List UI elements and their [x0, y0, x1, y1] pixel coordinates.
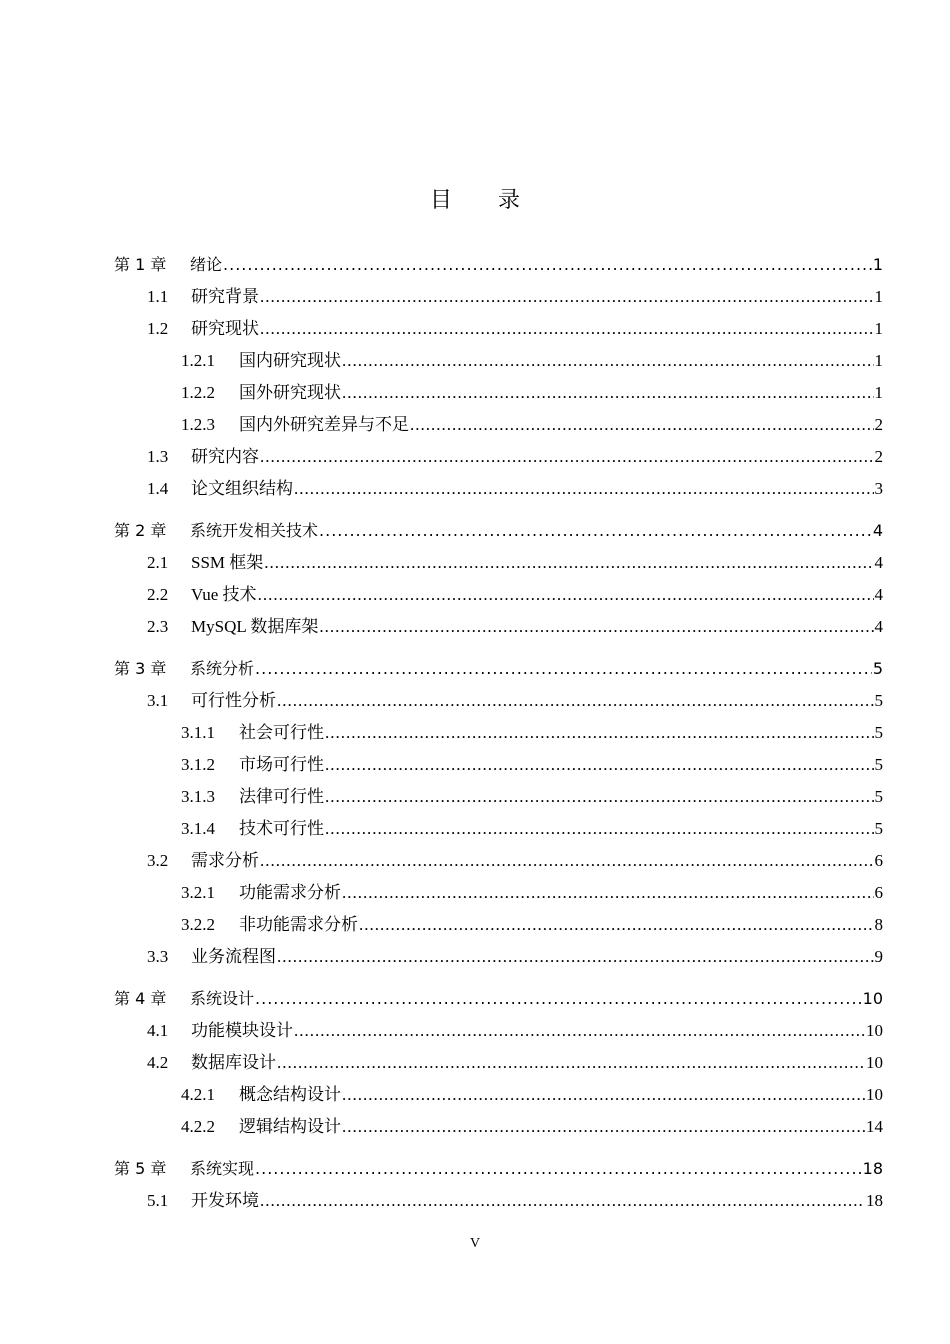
toc-subsection-entry[interactable] — [0, 749, 950, 781]
toc-entry-page-number: 4 — [872, 521, 883, 540]
toc-dot-leader — [342, 377, 874, 409]
toc-entry-line — [181, 377, 883, 409]
toc-entry-page-number: 10 — [866, 1021, 883, 1040]
toc-entry-label: 技术可行性 — [239, 819, 324, 838]
toc-subsection-entry[interactable] — [0, 909, 950, 941]
toc-section-entry[interactable] — [0, 313, 950, 345]
toc-entry-number: 1.3 — [147, 447, 169, 466]
toc-entry-line — [181, 717, 883, 749]
toc-section-entry[interactable] — [0, 281, 950, 313]
toc-entry-number: 4.2.1 — [181, 1085, 215, 1104]
toc-dot-leader — [325, 813, 874, 845]
toc-entry-number: 4.2 — [147, 1053, 169, 1072]
toc-entry-label: SSM 框架 — [191, 553, 264, 572]
toc-entry-number: 2.3 — [147, 617, 169, 636]
toc-entry-line — [181, 1079, 883, 1111]
toc-entry-number: 1.4 — [147, 479, 169, 498]
toc-entry-page-number: 5 — [874, 755, 883, 774]
toc-entry-line — [147, 845, 883, 877]
toc-subsection-entry[interactable] — [0, 1079, 950, 1111]
toc-entry-page-number: 10 — [862, 989, 883, 1008]
toc-chapter-entry[interactable] — [0, 653, 950, 685]
toc-entry-page-number: 5 — [874, 691, 883, 710]
toc-dot-leader — [342, 877, 874, 909]
toc-entry-label: 国内研究现状 — [239, 351, 341, 370]
toc-subsection-entry[interactable] — [0, 877, 950, 909]
toc-entry-number: 3.1.3 — [181, 787, 215, 806]
toc-dot-leader — [260, 281, 874, 313]
toc-entry-page-number: 18 — [866, 1191, 883, 1210]
toc-entry-number: 1.2.2 — [181, 383, 215, 402]
toc-entry-line — [181, 877, 883, 909]
toc-entry-label: 绪论 — [190, 255, 223, 274]
toc-entry-label: 需求分析 — [191, 851, 259, 870]
toc-entry-line — [147, 281, 883, 313]
toc-entry-label: 开发环境 — [191, 1191, 259, 1210]
toc-entry-page-number: 3 — [874, 479, 883, 498]
toc-entry-line — [181, 813, 883, 845]
toc-dot-leader — [342, 345, 874, 377]
toc-entry-label: 论文组织结构 — [191, 479, 293, 498]
toc-dot-leader — [260, 845, 874, 877]
toc-entry-number: 第 2 章 — [114, 521, 167, 540]
toc-dot-leader — [223, 249, 872, 281]
toc-entry-label: 系统实现 — [190, 1159, 255, 1178]
toc-entry-line — [181, 781, 883, 813]
toc-chapter-entry[interactable] — [0, 983, 950, 1015]
toc-section-entry[interactable] — [0, 685, 950, 717]
toc-entry-page-number: 5 — [874, 819, 883, 838]
toc-subsection-entry[interactable] — [0, 377, 950, 409]
toc-entry-page-number: 8 — [874, 915, 883, 934]
toc-entry-line — [114, 983, 883, 1015]
toc-entry-number: 3.3 — [147, 947, 169, 966]
toc-entry-page-number: 5 — [874, 723, 883, 742]
toc-entry-line — [147, 313, 883, 345]
toc-entry-page-number: 1 — [874, 319, 883, 338]
toc-entry-line — [147, 611, 883, 643]
toc-entry-page-number: 5 — [872, 659, 883, 678]
toc-entry-number: 3.1.2 — [181, 755, 215, 774]
toc-entry-line — [181, 345, 883, 377]
toc-entry-page-number: 5 — [874, 787, 883, 806]
toc-dot-leader — [277, 685, 874, 717]
toc-dot-leader — [319, 611, 873, 643]
toc-subsection-entry[interactable] — [0, 1111, 950, 1143]
toc-dot-leader — [342, 1111, 865, 1143]
toc-entry-page-number: 2 — [874, 447, 883, 466]
toc-section-entry[interactable] — [0, 579, 950, 611]
toc-dot-leader — [260, 441, 874, 473]
toc-entry-label: 法律可行性 — [239, 787, 324, 806]
toc-entry-line — [181, 909, 883, 941]
toc-entry-label: 可行性分析 — [191, 691, 276, 710]
toc-entry-number: 5.1 — [147, 1191, 169, 1210]
toc-dot-leader — [342, 1079, 865, 1111]
toc-entry-number: 3.1.4 — [181, 819, 215, 838]
toc-entry-line — [147, 1047, 883, 1079]
toc-entry-line — [147, 473, 883, 505]
toc-entry-label: MySQL 数据库架 — [191, 617, 319, 636]
toc-entry-line — [114, 249, 883, 281]
toc-subsection-entry[interactable] — [0, 813, 950, 845]
toc-entry-number: 3.2.1 — [181, 883, 215, 902]
toc-entry-label: 数据库设计 — [191, 1053, 276, 1072]
toc-section-entry[interactable] — [0, 1185, 950, 1217]
toc-dot-leader — [260, 313, 874, 345]
toc-entry-page-number: 4 — [874, 553, 883, 572]
toc-subsection-entry[interactable] — [0, 345, 950, 377]
toc-subsection-entry[interactable] — [0, 717, 950, 749]
toc-entry-label: 研究背景 — [191, 287, 259, 306]
toc-dot-leader — [255, 983, 862, 1015]
toc-entry-page-number: 14 — [866, 1117, 883, 1136]
toc-dot-leader — [325, 749, 874, 781]
toc-entry-number: 2.2 — [147, 585, 169, 604]
toc-entry-page-number: 2 — [874, 415, 883, 434]
toc-dot-leader — [410, 409, 874, 441]
toc-entry-number: 1.2 — [147, 319, 169, 338]
toc-entry-number: 3.2.2 — [181, 915, 215, 934]
toc-entry-label: Vue 技术 — [191, 585, 257, 604]
toc-title — [0, 183, 950, 214]
toc-entry-page-number: 1 — [874, 351, 883, 370]
toc-dot-leader — [255, 653, 872, 685]
toc-entry-page-number: 1 — [874, 287, 883, 306]
toc-entry-line — [147, 441, 883, 473]
toc-entry-page-number: 1 — [872, 255, 883, 274]
toc-dot-leader — [325, 781, 874, 813]
toc-entry-page-number: 6 — [874, 883, 883, 902]
toc-entry-number: 4.2.2 — [181, 1117, 215, 1136]
toc-entry-label: 研究现状 — [191, 319, 259, 338]
toc-entry-label: 市场可行性 — [239, 755, 324, 774]
page-number-footer: V — [469, 1236, 481, 1251]
toc-section-entry[interactable] — [0, 1015, 950, 1047]
toc-entry-line — [114, 515, 883, 547]
toc-dot-leader — [319, 515, 872, 547]
toc-entry-page-number: 9 — [874, 947, 883, 966]
toc-chapter-entry[interactable] — [0, 249, 950, 281]
toc-entry-number: 1.2.1 — [181, 351, 215, 370]
toc-dot-leader — [258, 579, 874, 611]
toc-entry-page-number: 4 — [874, 617, 883, 636]
toc-entry-label: 研究内容 — [191, 447, 259, 466]
toc-entry-page-number: 10 — [866, 1085, 883, 1104]
toc-dot-leader — [294, 1015, 865, 1047]
toc-entry-page-number: 6 — [874, 851, 883, 870]
toc-entry-label: 业务流程图 — [191, 947, 276, 966]
toc-entry-number: 3.1.1 — [181, 723, 215, 742]
toc-entry-number: 4.1 — [147, 1021, 169, 1040]
toc-entry-number: 第 5 章 — [114, 1159, 167, 1178]
toc-entry-number: 第 4 章 — [114, 989, 167, 1008]
toc-entry-label: 社会可行性 — [239, 723, 324, 742]
toc-entry-number: 第 1 章 — [114, 255, 167, 274]
toc-entry-number: 3.1 — [147, 691, 169, 710]
toc-section-entry[interactable] — [0, 473, 950, 505]
toc-entry-line — [147, 941, 883, 973]
toc-entry-page-number: 10 — [866, 1053, 883, 1072]
toc-section-entry[interactable] — [0, 845, 950, 877]
toc-entry-line — [147, 685, 883, 717]
toc-entry-label: 功能需求分析 — [239, 883, 341, 902]
toc-entry-number: 2.1 — [147, 553, 169, 572]
toc-entry-number: 第 3 章 — [114, 659, 167, 678]
toc-entry-line — [147, 1015, 883, 1047]
toc-entry-line — [114, 1153, 883, 1185]
toc-entry-line — [181, 409, 883, 441]
toc-subsection-entry[interactable] — [0, 409, 950, 441]
toc-section-entry[interactable] — [0, 941, 950, 973]
toc-entry-label: 非功能需求分析 — [239, 915, 358, 934]
toc-chapter-entry[interactable] — [0, 1153, 950, 1185]
toc-entry-label: 国内外研究差异与不足 — [239, 415, 409, 434]
toc-entry-label: 系统设计 — [190, 989, 255, 1008]
toc-section-entry[interactable] — [0, 611, 950, 643]
toc-dot-leader — [325, 717, 874, 749]
toc-entry-page-number: 18 — [862, 1159, 883, 1178]
toc-entry-label: 功能模块设计 — [191, 1021, 293, 1040]
toc-entry-label: 系统分析 — [190, 659, 255, 678]
toc-entry-line — [114, 653, 883, 685]
toc-entry-page-number: 1 — [874, 383, 883, 402]
toc-entry-line — [147, 547, 883, 579]
toc-section-entry[interactable] — [0, 547, 950, 579]
toc-entry-line — [181, 749, 883, 781]
toc-section-entry[interactable] — [0, 441, 950, 473]
toc-dot-leader — [294, 473, 874, 505]
toc-entry-label: 系统开发相关技术 — [190, 521, 319, 540]
toc-dot-leader — [277, 941, 874, 973]
toc-entry-number: 1.1 — [147, 287, 169, 306]
toc-entry-line — [147, 1185, 883, 1217]
toc-entry-line — [147, 579, 883, 611]
toc-entry-line — [181, 1111, 883, 1143]
toc-entry-label: 国外研究现状 — [239, 383, 341, 402]
toc-dot-leader — [260, 1185, 865, 1217]
toc-section-entry[interactable] — [0, 1047, 950, 1079]
toc-entry-page-number: 4 — [874, 585, 883, 604]
toc-title-part1: 目 — [429, 187, 452, 212]
toc-entry-number: 1.2.3 — [181, 415, 215, 434]
toc-chapter-entry[interactable] — [0, 515, 950, 547]
toc-subsection-entry[interactable] — [0, 781, 950, 813]
toc-title-part2: 录 — [498, 187, 521, 212]
toc-entry-label: 概念结构设计 — [239, 1085, 341, 1104]
toc-dot-leader — [359, 909, 874, 941]
toc-entry-label: 逻辑结构设计 — [239, 1117, 341, 1136]
toc-dot-leader — [264, 547, 873, 579]
toc-dot-leader — [277, 1047, 865, 1079]
toc-dot-leader — [255, 1153, 862, 1185]
toc-entry-number: 3.2 — [147, 851, 169, 870]
